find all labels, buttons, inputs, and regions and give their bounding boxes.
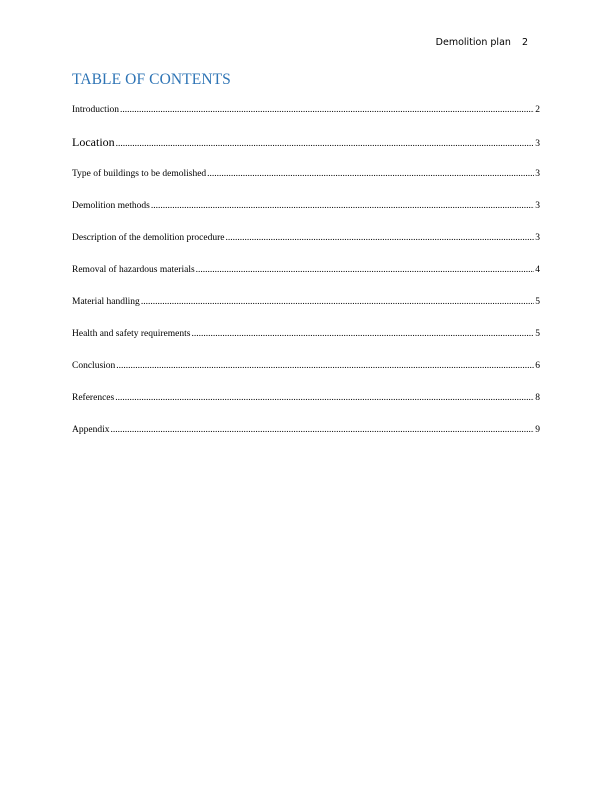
toc-entry-health-and-safety[interactable] <box>72 326 540 358</box>
toc-dot-leader <box>151 198 534 214</box>
table-of-contents <box>72 102 540 454</box>
toc-entry-location[interactable] <box>72 134 540 166</box>
toc-entry-demolition-methods[interactable] <box>72 198 540 230</box>
toc-entry-introduction[interactable] <box>72 102 540 134</box>
toc-entry-page: 2 <box>535 105 540 115</box>
toc-entry-page: 5 <box>535 297 540 307</box>
toc-entry-page: 3 <box>535 233 540 243</box>
toc-entry-references[interactable] <box>72 390 540 422</box>
toc-entry-title: Material handling <box>72 297 140 307</box>
toc-heading: TABLE OF CONTENTS <box>72 71 231 88</box>
toc-dot-leader <box>115 390 534 406</box>
toc-entry-description-of-procedure[interactable] <box>72 230 540 262</box>
toc-dot-leader <box>116 358 534 374</box>
toc-entry-title: Description of the demolition procedure <box>72 233 225 243</box>
toc-dot-leader <box>225 230 534 246</box>
toc-entry-page: 8 <box>535 393 540 403</box>
toc-entry-title: Demolition methods <box>72 201 150 211</box>
toc-entry-page: 3 <box>535 139 540 149</box>
toc-dot-leader <box>110 422 534 438</box>
toc-dot-leader <box>196 262 535 278</box>
toc-entry-page: 6 <box>535 361 540 371</box>
toc-entry-title: Conclusion <box>72 361 116 371</box>
toc-dot-leader <box>120 102 534 118</box>
toc-entry-title: Appendix <box>72 425 110 435</box>
toc-entry-title: Removal of hazardous materials <box>72 265 195 275</box>
toc-entry-type-of-buildings[interactable] <box>72 166 540 198</box>
toc-entry-appendix[interactable] <box>72 422 540 454</box>
toc-entry-hazardous-materials[interactable] <box>72 262 540 294</box>
header-title: Demolition plan <box>435 37 511 48</box>
toc-dot-leader <box>191 326 534 342</box>
running-header <box>436 37 528 48</box>
toc-entry-page: 3 <box>535 169 540 179</box>
toc-entry-title: Introduction <box>72 105 119 115</box>
toc-entry-conclusion[interactable] <box>72 358 540 390</box>
toc-entry-title: Location <box>72 135 115 149</box>
toc-entry-title: Type of buildings to be demolished <box>72 169 207 179</box>
toc-entry-title: Health and safety requirements <box>72 329 191 339</box>
toc-entry-page: 4 <box>535 265 540 275</box>
toc-entry-page: 3 <box>535 201 540 211</box>
toc-dot-leader <box>116 136 535 152</box>
toc-entry-title: References <box>72 393 115 403</box>
toc-entry-material-handling[interactable] <box>72 294 540 326</box>
toc-dot-leader <box>141 294 534 310</box>
header-page-number: 2 <box>521 37 528 48</box>
toc-entry-page: 5 <box>535 329 540 339</box>
toc-entry-page: 9 <box>535 425 540 435</box>
toc-dot-leader <box>207 166 534 182</box>
